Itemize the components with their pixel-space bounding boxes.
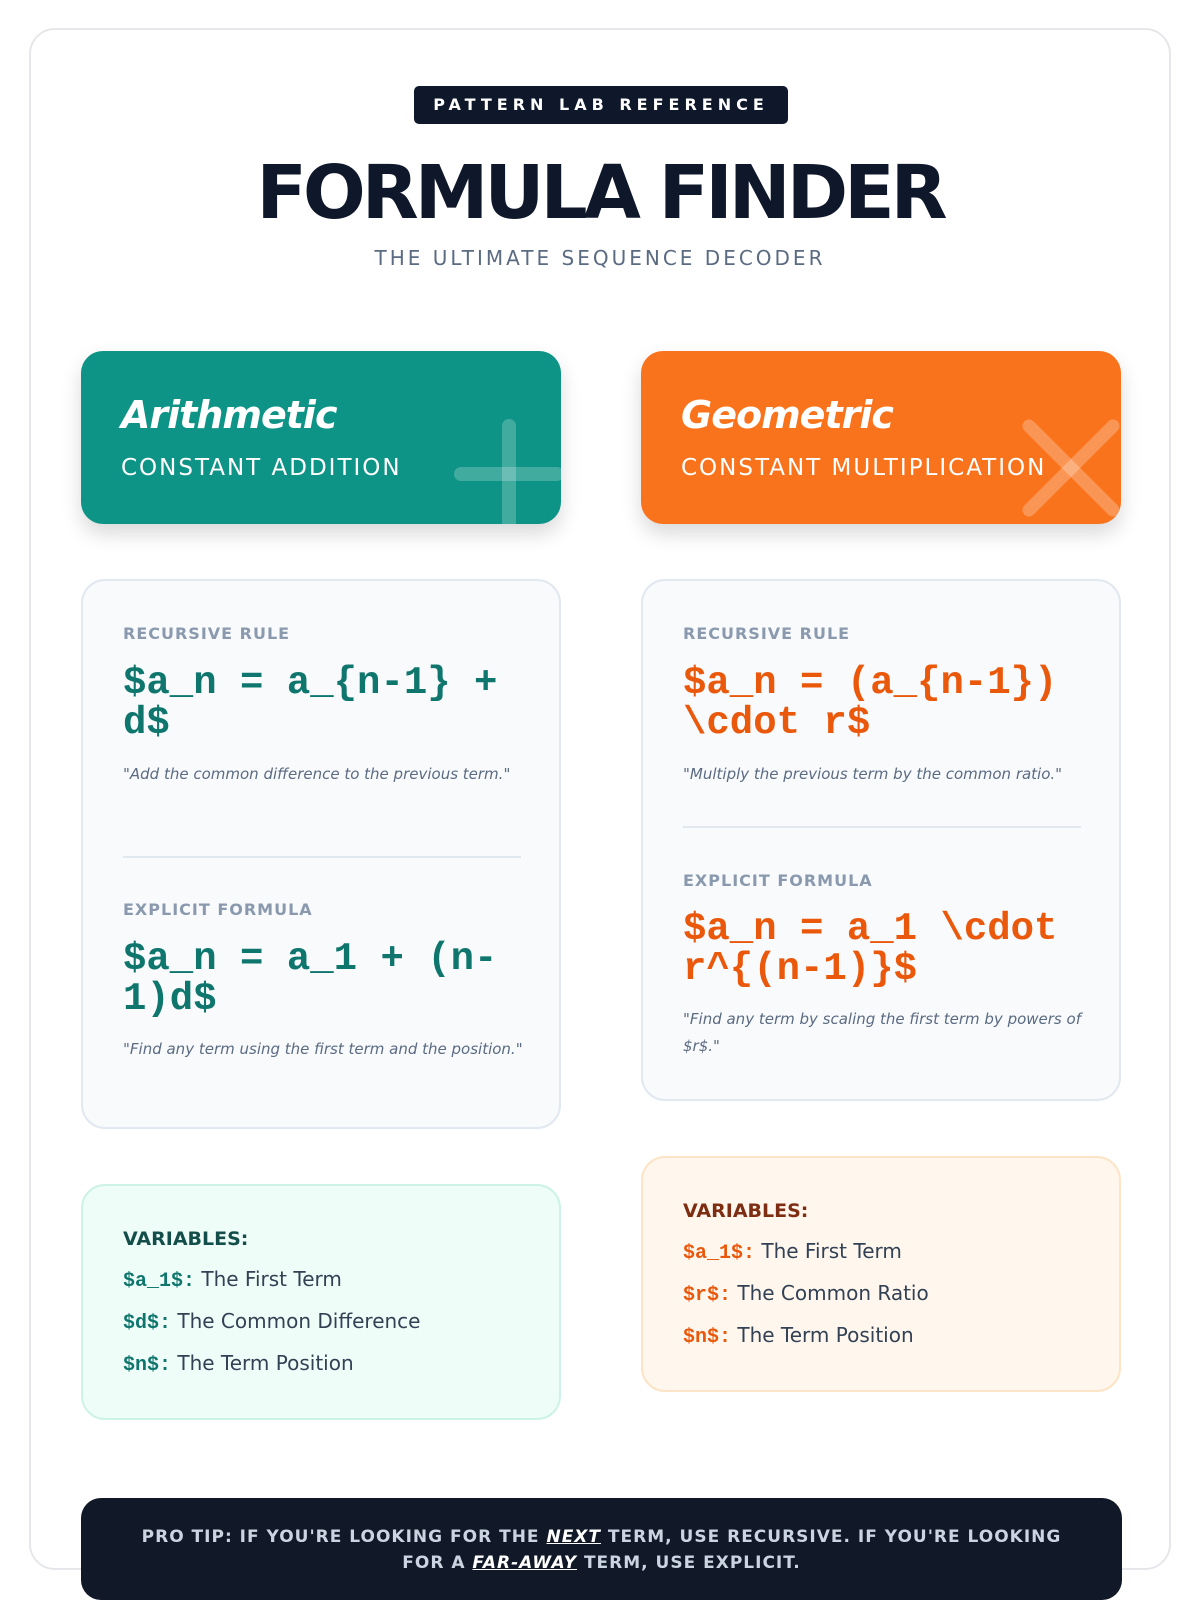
multiply-icon xyxy=(1019,416,1121,520)
variable-row: $n$: The Term Position xyxy=(683,1323,914,1349)
geometric-variables-card xyxy=(641,1156,1121,1392)
arithmetic-formulas-card xyxy=(81,579,561,1129)
arithmetic-banner xyxy=(81,351,561,524)
geometric-formulas-card xyxy=(641,579,1121,1101)
geometric-title: Geometric xyxy=(681,393,893,437)
variable-row: $n$: The Term Position xyxy=(123,1351,354,1377)
arithmetic-variables-card xyxy=(81,1184,561,1420)
recursive-rule-label: RECURSIVE RULE xyxy=(683,624,851,643)
arithmetic-recursive-note: "Add the common difference to the previous term." xyxy=(123,765,511,783)
arithmetic-explicit-formula: $a_n = a_1 + (n-1)d$ xyxy=(123,937,498,1021)
arithmetic-recursive-formula: $a_n = a_{n-1} + d$ xyxy=(123,661,498,745)
divider xyxy=(683,826,1081,828)
divider xyxy=(123,856,521,858)
geometric-recursive-formula: $a_n = (a_{n-1}) \cdot r$ xyxy=(683,661,1058,745)
variable-row: $a_1$: The First Term xyxy=(683,1239,902,1265)
arithmetic-explicit-note: "Find any term using the first term and the position." xyxy=(123,1040,523,1058)
geometric-explicit-formula: $a_n = a_1 \cdot r^{(n-1)}$ xyxy=(683,907,1058,991)
variables-heading: VARIABLES: xyxy=(683,1200,809,1222)
pro-tip-banner: PRO TIP: IF YOU'RE LOOKING FOR THE NEXT TERM, USE RECURSIVE. IF YOU'RE LOOKING FOR A FAR-AWAY TERM, USE EXPLICIT. xyxy=(81,1498,1122,1600)
explicit-formula-label: EXPLICIT FORMULA xyxy=(683,871,873,890)
explicit-formula-label: EXPLICIT FORMULA xyxy=(123,900,313,919)
variable-row: $a_1$: The First Term xyxy=(123,1267,342,1293)
arithmetic-title: Arithmetic xyxy=(121,393,337,437)
kicker-badge: PATTERN LAB REFERENCE xyxy=(414,86,788,124)
geometric-recursive-note: "Multiply the previous term by the common ratio." xyxy=(683,765,1063,783)
emphasis-far-away: FAR-AWAY xyxy=(472,1553,578,1573)
page-subtitle: THE ULTIMATE SEQUENCE DECODER xyxy=(374,246,826,270)
variables-heading: VARIABLES: xyxy=(123,1228,249,1250)
recursive-rule-label: RECURSIVE RULE xyxy=(123,624,291,643)
geometric-explicit-note: "Find any term by scaling the first term by powers of $r$." xyxy=(683,1010,1081,1055)
variable-row: $d$: The Common Difference xyxy=(123,1309,421,1335)
geometric-subtitle: CONSTANT MULTIPLICATION xyxy=(681,455,1047,481)
arithmetic-subtitle: CONSTANT ADDITION xyxy=(121,455,402,481)
page-title: FORMULA FINDER xyxy=(256,150,944,236)
geometric-banner xyxy=(641,351,1121,524)
plus-icon xyxy=(454,419,561,524)
variable-row: $r$: The Common Ratio xyxy=(683,1281,929,1307)
emphasis-next: NEXT xyxy=(546,1527,602,1547)
